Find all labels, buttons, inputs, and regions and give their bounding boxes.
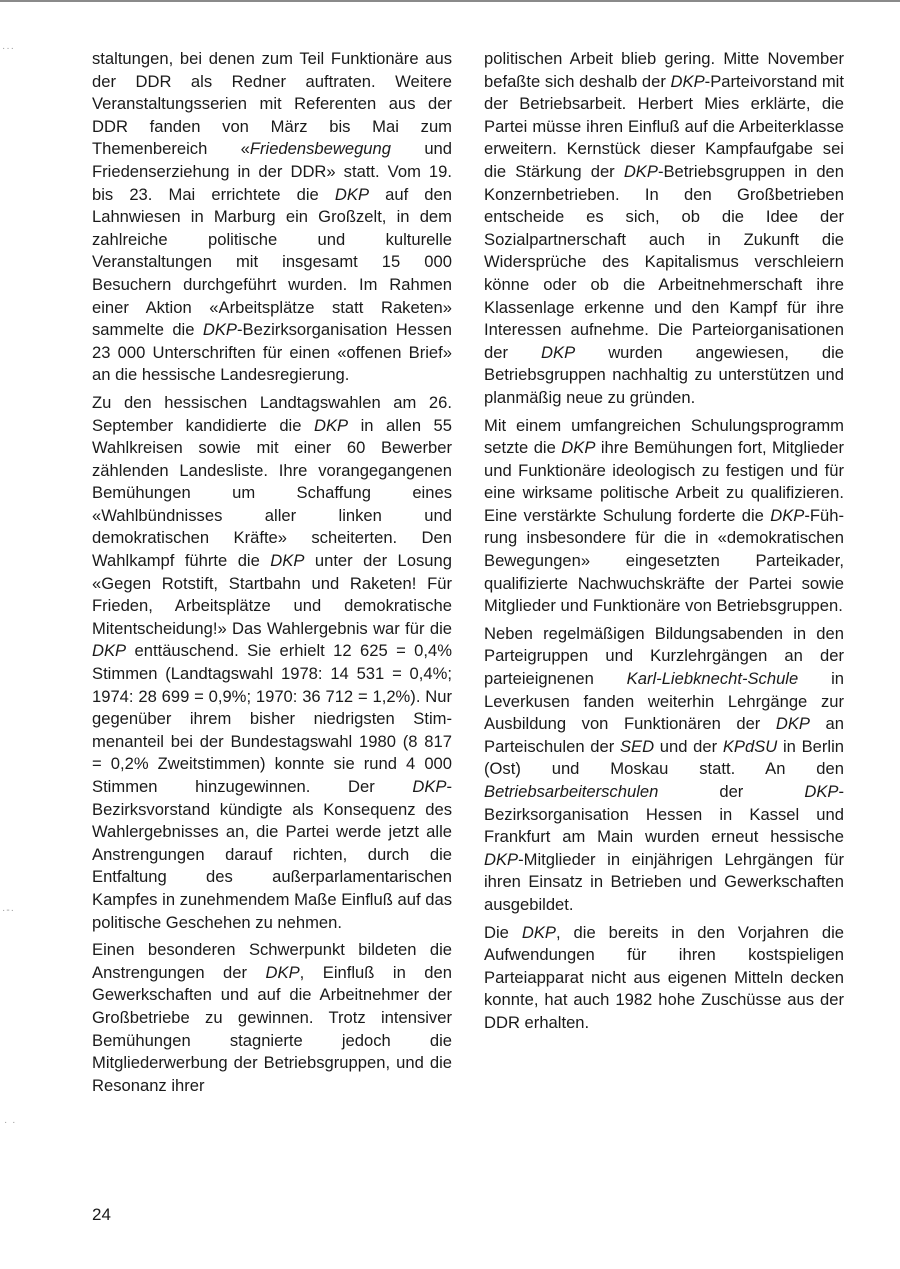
text-run: in Berlin (Ost) und Moskau statt. An den — [484, 736, 845, 779]
italic-text-run: DKP — [561, 438, 596, 458]
left-text-column — [92, 48, 452, 1102]
italic-text-run: Karl-Liebknecht-Schule — [626, 669, 799, 689]
text-run: -Bezirksorganisation Hessen 23 000 Unterschriften für einen «offenen Brief» an die hessische Landesregierung. — [92, 320, 452, 385]
italic-text-run: DKP — [484, 849, 519, 869]
scan-artifact-mark: · · — [4, 1117, 17, 1128]
top-edge-rule — [0, 0, 900, 2]
italic-text-run: DKP — [521, 922, 556, 942]
text-run: -Bezirksvorstand kündigte als Konsequenz des Wahlergebnisses an, die Partei werde jetzt alle Anstrengungen darauf richten, durch die Entfaltung des außerparlamentarischen Kampfes in zunehmendem Maße Einfluß auf das politische Geschehen zu nehmen. — [92, 777, 452, 932]
text-run: Neben regelmäßigen Bildungsabenden in den Parteigruppen und Kurzlehrgängen an der parteieignenen — [484, 623, 844, 689]
text-run: Einen besonderen Schwerpunkt bildeten die Anstrengungen der — [92, 940, 452, 982]
page-number: 24 — [92, 1205, 111, 1224]
paragraph — [484, 48, 844, 410]
paragraph — [484, 415, 844, 618]
italic-text-run: DKP — [270, 551, 305, 571]
text-run: Parteivorstand mit der Betriebsarbeit. Herbert Mies erklärte, die Partei müsse ihren Einfluß auf die Arbeiterklasse erweitern. Kernstück dieser Kampfaufgabe sei die Stärkung der — [484, 71, 844, 181]
text-run: auf den Lahnwiesen in Marburg ein Großzelt, in dem zahlreiche politische und kulturelle Veranstaltungen mit insgesamt 15 000 Besuchern durchgeführt wurden. Im Rahmen einer Aktion «Arbeitsplätze statt Raketen» sammelte die — [92, 184, 452, 340]
italic-text-run: DKP — [265, 962, 300, 982]
text-run: -Bezirksorganisation Hessen in Kassel und Frankfurt am Main wurden erneut hessische — [484, 782, 844, 847]
text-run: unter der Losung «Gegen Rotstift, Startbahn und Raketen! Für Frieden, Arbeitsplätze und demokratische Mitentscheidung!» Das Wahlergebnis war für die — [92, 551, 452, 638]
italic-text-run: DKP — [804, 782, 839, 801]
text-run: der — [658, 782, 805, 801]
text-run: , Einfluß in den Gewerkschaften und auf die Arbeitnehmer der Großbetriebe zu gewinnen. Trotz intensiver Bemühungen stagnierte jedoch die Mitgliederwerbung der Betriebsgruppen, und die Resonanz ihrer — [92, 962, 452, 1095]
italic-text-run: DKP — [313, 415, 349, 435]
paragraph — [484, 623, 844, 917]
text-run: enttäuschend. Sie erhielt 12 625 = 0,4% Stimmen (Landtagswahl 1978: 14 531 = 0,4%; 1974: 28 699 = 0,9%; 1970: 36 712 = 1,2%). Nur gegenüber ihrem bisher niedrigsten Stimmenanteil bei der Bundestagswahl 1980 (8 817 = 0,2% Zweitstimmen) konnte sie rund 4 000 Stimmen hinzugewinnen. Der — [92, 641, 452, 796]
italic-text-run: SED — [619, 736, 655, 756]
italic-text-run: DKP — [775, 714, 810, 734]
text-run: wurden angewiesen, die Betriebsgruppen nachhaltig zu unterstützen und planmäßig neue zu gründen. — [484, 342, 845, 407]
text-run: , die bereits in den Vorjahren die Aufwendungen für ihren kostspieligen Parteiapparat nicht aus eigenen Mitteln decken konnte, hat auch 1982 hohe Zuschüsse aus der DDR erhalten. — [484, 922, 844, 1032]
text-run: in Leverkusen fanden weiterhin Lehrgänge zur Ausbildung von Funktionären der — [484, 669, 844, 734]
text-run: ihre Bemühungen fort, Mitglieder und Funktionäre ideologisch zu festigen und für eine wirksame politische Arbeit zu qualifizieren. Eine verstärkte Schulung forderte die — [484, 438, 844, 525]
italic-text-run: DKP — [670, 71, 705, 91]
text-run: -Mitglieder in einjährigen Lehrgängen für ihren Einsatz in Betrieben und Gewerkschaften ausgebildet. — [484, 849, 844, 914]
italic-text-run: KPdSU — [722, 736, 778, 756]
text-run: und Friedenserziehung in der DDR» statt. Vom 19. bis 23. Mai errichtete die — [92, 139, 452, 204]
text-run: in allen 55 Wahlkreisen sowie mit einer 60 Bewerber zählenden Landesliste. Ihre vorangegangenen Bemühungen um Schaffung eines «Wahlbündnisses aller linken und demokratischen Kräfte» scheiterten. Den Wahlkampf führte die — [92, 415, 452, 571]
italic-text-run: Friedensbewegung — [249, 139, 391, 159]
italic-text-run: DKP — [92, 641, 127, 661]
text-run: staltungen, bei denen zum Teil Funktionäre aus der DDR als Redner auftraten. Weitere Veranstaltungsserien mit Referenten aus der DDR fanden von März bis Mai zum Themenbereich « — [92, 49, 452, 159]
text-run: -Führung insbesondere für die in «demokratischen Bewegungen» eingesetzten Parteikader, qualifizierte Nachwuchskräfte der Partei sowie Mitglieder und Funktionäre von Betriebsgruppen. — [484, 505, 844, 616]
text-run: politischen Arbeit blieb gering. Mitte November befaßte sich deshalb der — [484, 49, 844, 91]
text-run: -Betriebsgruppen in den Konzernbetrieben. In den Großbetrieben entscheide es sich, ob die Idee der Sozialpartnerschaft auch in Zukunft die Widersprüche des Kapitalismus verschleiern könne oder ob die Arbeitnehmerschaft ihre Klassenlage erkenne und den Kampf für ihre Interessen aufnehme. Die Parteiorganisationen der — [484, 161, 845, 362]
scan-artifact-mark: ·-· — [2, 905, 15, 916]
italic-text-run: DKP — [334, 184, 370, 204]
text-run: - — [704, 71, 711, 91]
italic-text-run: Betriebsarbeiterschulen — [484, 782, 659, 801]
text-run: an Parteischulen der — [484, 714, 844, 756]
scan-artifact-mark: ··· — [2, 43, 15, 54]
right-text-column — [484, 48, 844, 1040]
paragraph — [92, 939, 452, 1097]
italic-text-run: DKP — [770, 505, 805, 525]
paragraph — [484, 922, 844, 1035]
italic-text-run: DKP — [541, 342, 576, 362]
italic-text-run: DKP — [202, 320, 237, 340]
text-run: Die — [484, 922, 522, 942]
paragraph — [92, 392, 452, 934]
text-run: und der — [654, 736, 723, 756]
italic-text-run: DKP — [412, 777, 447, 796]
italic-text-run: DKP — [623, 161, 658, 181]
paragraph — [92, 48, 452, 387]
text-run: Zu den hessischen Landtagswahlen am 26. September kandidierte die — [92, 392, 452, 435]
text-run: Mit einem umfangreichen Schulungsprogramm setzte die — [484, 415, 844, 458]
